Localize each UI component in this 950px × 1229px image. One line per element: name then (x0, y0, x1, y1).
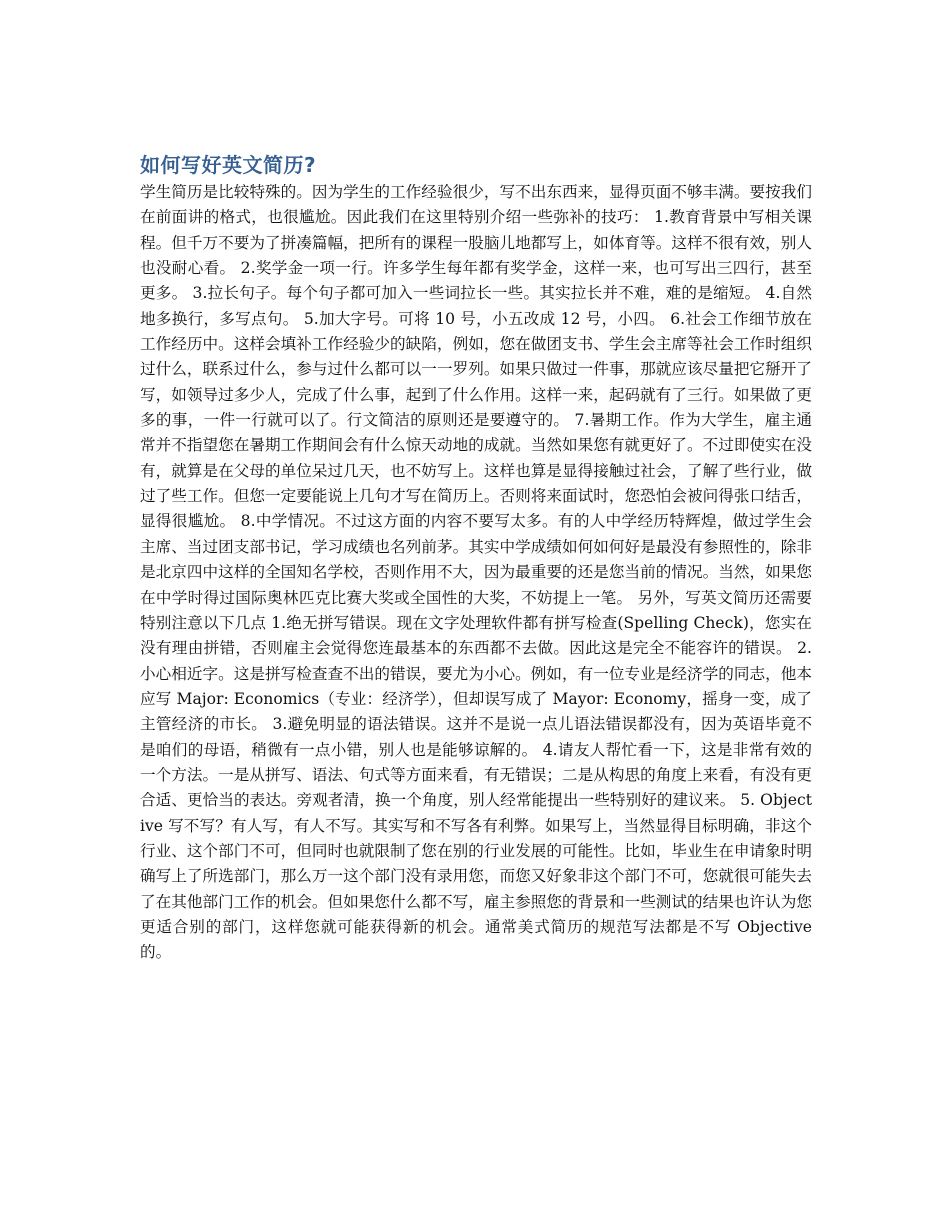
document-body-paragraph (140, 180, 812, 966)
document-title: 如何写好英文简历? (140, 153, 317, 177)
paragraph-text: 学生简历是比较特殊的。因为学生的工作经验很少，写不出东西来，显得页面不够丰满。要按我们在前面讲的格式，也很尴尬。因此我们在这里特别介绍一些弥补的技巧： 1.教育背景中写相关课程。但千万不要为了拼凑篇幅，把所有的课程一股脑儿地都写上，如体育等。这样不很有效，别人也没耐心看。 2.奖学金一项一行。许多学生每年都有奖学金，这样一来，也可写出三四行，甚至更多。 3.拉长句子。每个句子都可加入一些词拉长一些。其实拉长并不难，难的是缩短。 4.自然地多换行，多写点句。 5.加大字号。可将 10 号，小五改成 12 号，小四。 6.社会工作细节放在工作经历中。这样会填补工作经验少的缺陷，例如，您在做团支书、学生会主席等社会工作时组织过什么，联系过什么，参与过什么都可以一一罗列。如果只做过一件事，那就应该尽量把它掰开了写，如领导过多少人，完成了什么事，起到了什么作用。这样一来，起码就有了三行。如果做了更多的事，一件一行就可以了。行文简洁的原则还是要遵守的。 7.暑期工作。作为大学生，雇主通常并不指望您在暑期工作期间会有什么惊天动地的成就。当然如果您有就更好了。不过即使实在没有，就算是在父母的单位呆过几天，也不妨写上。这样也算是显得接触过社会，了解了些行业，做过了些工作。但您一定要能说上几句才写在简历上。否则将来面试时，您恐怕会被问得张口结舌，显得很尴尬。 8.中学情况。不过这方面的内容不要写太多。有的人中学经历特辉煌，做过学生会主席、当过团支部书记，学习成绩也名列前茅。其实中学成绩如何如何好是最没有参照性的，除非是北京四中这样的全国知名学校，否则作用不大，因为最重要的还是您当前的情况。当然，如果您在中学时得过国际奥林匹克比赛大奖或全国性的大奖，不妨提上一笔。 另外，写英文简历还需要特别注意以下几点 1.绝无拼写错误。现在文字处理软件都有拼写检查(Spelling Check)，您实在没有理由拼错，否则雇主会觉得您连最基本的东西都不去做。因此这是完全不能容许的错误。 2.小心相近字。这是拼写检查查不出的错误，要尤为小心。例如，有一位专业是经济学的同志，他本应写 Major: Economics（专业：经济学），但却误写成了 Mayor: Economy，摇身一变，成了主管经济的市长。 3.避免明显的语法错误。这并不是说一点儿语法错误都没有，因为英语毕竟不是咱们的母语，稍微有一点小错，别人也是能够谅解的。 4.请友人帮忙看一下，这是非常有效的一个方法。一是从拼写、语法、句式等方面来看，有无错误；二是从构思的角度上来看，有没有更合适、更恰当的表达。旁观者清，换一个角度，别人经常能提出一些特别好的建议来。 5. Objective 写不写？有人写，有人不写。其实写和不写各有利弊。如果写上，当然显得目标明确，非这个行业、这个部门不可，但同时也就限制了您在别的行业发展的可能性。比如，毕业生在申请象时明确写上了所选部门，那么万一这个部门没有录用您，而您又好象非这个部门不可，您就很可能失去了在其他部门工作的机会。但如果您什么都不写，雇主参照您的背景和一些测试的结果也许认为您更适合别的部门，这样您就可能获得新的机会。通常美式简历的规范写法都是不写 Objective 的。 (140, 183, 812, 962)
